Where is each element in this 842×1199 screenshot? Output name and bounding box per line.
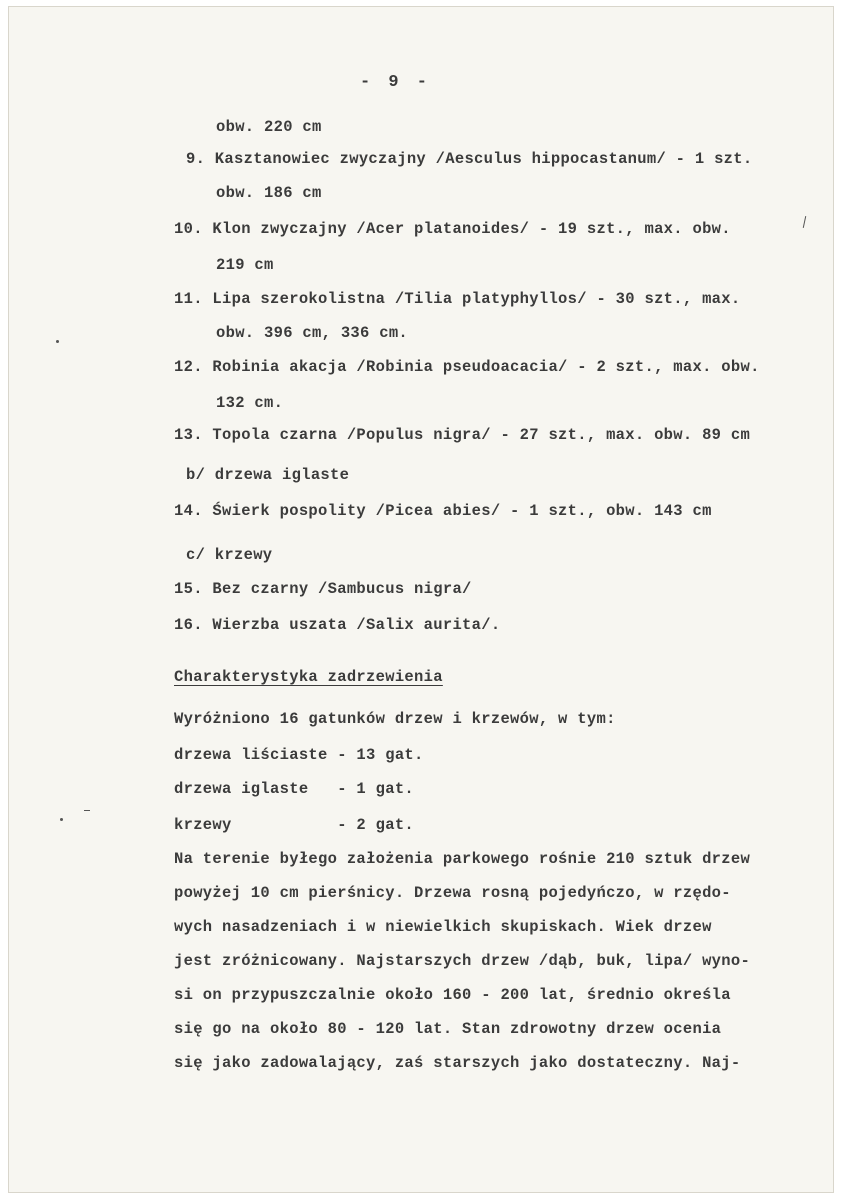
underlined-heading: Charakterystyka zadrzewienia (174, 668, 443, 686)
text-line: obw. 186 cm (216, 184, 322, 202)
paragraph-line: wych nasadzeniach i w niewielkich skupiskach. Wiek drzew (174, 918, 712, 936)
text-line: Wyróżniono 16 gatunków drzew i krzewów, w tym: (174, 710, 616, 728)
paragraph-line: Na terenie byłego założenia parkowego rośnie 210 sztuk drzew (174, 850, 751, 868)
summary-shrubs: krzewy - 2 gat. (174, 816, 415, 834)
list-item: 15. Bez czarny /Sambucus nigra/ (174, 580, 472, 598)
list-item: 10. Klon zwyczajny /Acer platanoides/ - 19 szt., max. obw. (174, 220, 731, 238)
paragraph-line: się jako zadowalający, zaś starszych jako dostateczny. Naj- (174, 1054, 741, 1072)
scan-mark (56, 340, 59, 343)
section-heading: b/ drzewa iglaste (186, 466, 350, 484)
list-item: 14. Świerk pospolity /Picea abies/ - 1 szt., obw. 143 cm (174, 502, 712, 520)
list-item: 12. Robinia akacja /Robinia pseudoacacia/ - 2 szt., max. obw. (174, 358, 760, 376)
summary-conifers: drzewa iglaste - 1 gat. (174, 780, 415, 798)
scan-mark (84, 810, 90, 811)
text-line: obw. 220 cm (216, 118, 322, 136)
text-line: 132 cm. (216, 394, 284, 412)
list-item: 9. Kasztanowiec zwyczajny /Aesculus hippocastanum/ - 1 szt. (186, 150, 753, 168)
text-line: 219 cm (216, 256, 274, 274)
list-item: 13. Topola czarna /Populus nigra/ - 27 szt., max. obw. 89 cm (174, 426, 751, 444)
paragraph-line: się go na około 80 - 120 lat. Stan zdrowotny drzew ocenia (174, 1020, 722, 1038)
paragraph-line: powyżej 10 cm pierśnicy. Drzewa rosną pojedyńczo, w rzędo- (174, 884, 731, 902)
paragraph-line: si on przypuszczalnie około 160 - 200 lat, średnio określa (174, 986, 731, 1004)
summary-deciduous: drzewa liściaste - 13 gat. (174, 746, 424, 764)
scan-mark (60, 818, 63, 821)
list-item: 11. Lipa szerokolistna /Tilia platyphyllos/ - 30 szt., max. (174, 290, 741, 308)
document-page (8, 6, 834, 1193)
section-heading: c/ krzewy (186, 546, 273, 564)
paragraph-line: jest zróżnicowany. Najstarszych drzew /dąb, buk, lipa/ wyno- (174, 952, 751, 970)
list-item: 16. Wierzba uszata /Salix aurita/. (174, 616, 501, 634)
text-line: obw. 396 cm, 336 cm. (216, 324, 409, 342)
page-number: - 9 - (360, 73, 432, 92)
